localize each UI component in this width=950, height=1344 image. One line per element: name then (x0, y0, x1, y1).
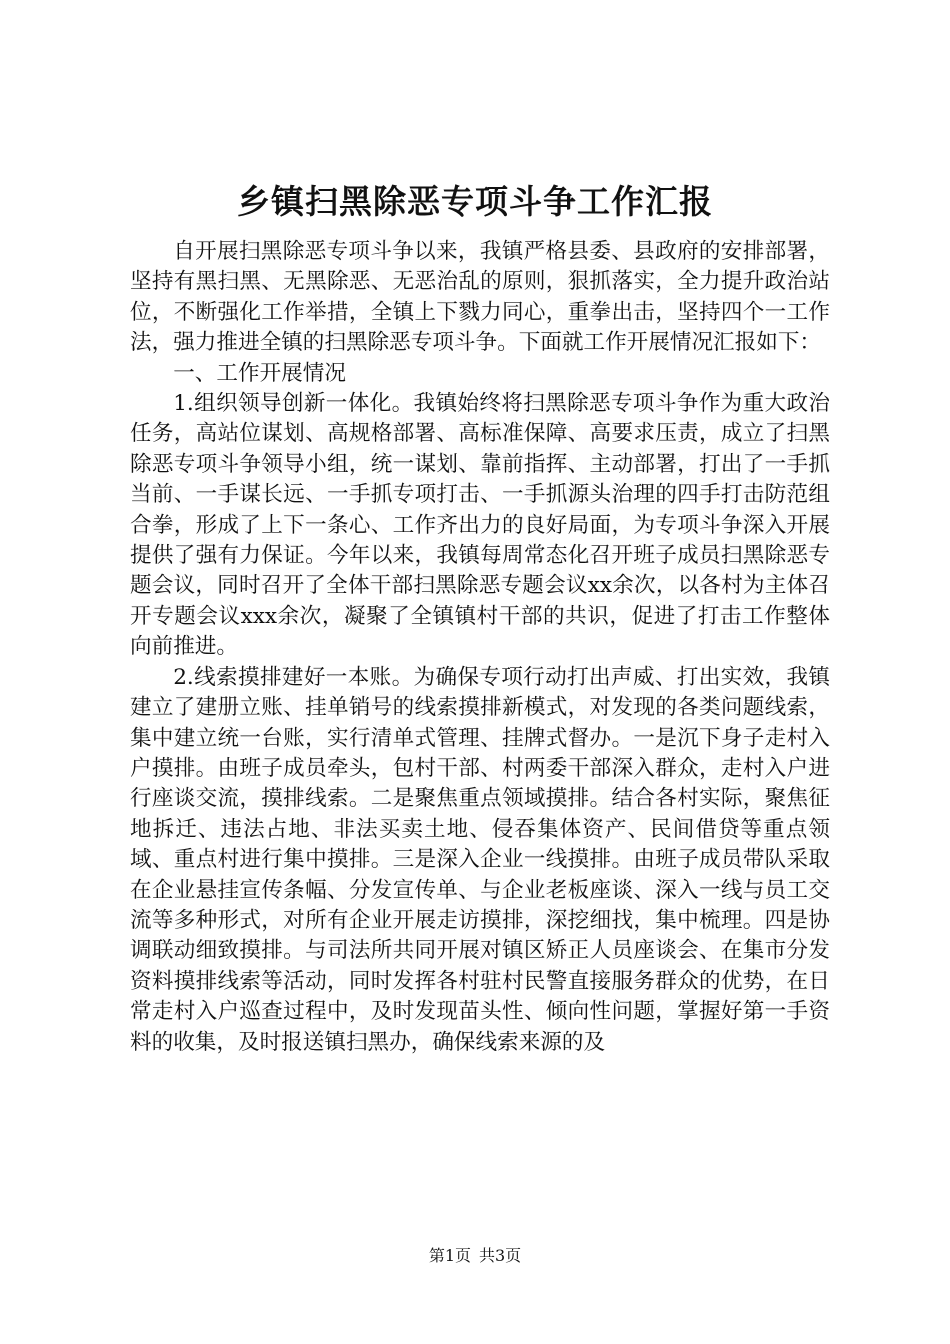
document-body (130, 237, 830, 1058)
page-total: 共3页 (479, 1246, 522, 1265)
body-paragraph: 1.组织领导创新一体化。我镇始终将扫黑除恶专项斗争作为重大政治任务，高站位谋划、高规格部署、高标准保障、高要求压责，成立了扫黑除恶专项斗争领导小组，统一谋划、靠前指挥、主动部署，打出了一手抓当前、一手谋长远、一手抓专项打击、一手抓源头治理的四手打击防范组合拳，形成了上下一条心、工作齐出力的良好局面，为专项斗争深入开展提供了强有力保证。今年以来，我镇每周常态化召开班子成员扫黑除恶专题会议，同时召开了全体干部扫黑除恶专题会议xx余次，以各村为主体召开专题会议xxx余次，凝聚了全镇镇村干部的共识，促进了打击工作整体向前推进。 (130, 391, 830, 660)
document-title: 乡镇扫黑除恶专项斗争工作汇报 (237, 182, 713, 221)
page-footer (0, 1245, 950, 1267)
intro-paragraph: 自开展扫黑除恶专项斗争以来，我镇严格县委、县政府的安排部署，坚持有黑扫黑、无黑除恶、无恶治乱的原则，狠抓落实，全力提升政治站位，不断强化工作举措，全镇上下戮力同心，重拳出击，坚持四个一工作法，强力推进全镇的扫黑除恶专项斗争。下面就工作开展情况汇报如下： (130, 239, 830, 356)
section-heading: 一、工作开展情况 (173, 360, 346, 386)
body-paragraph: 2.线索摸排建好一本账。为确保专项行动打出声威、打出实效，我镇建立了建册立账、挂单销号的线索摸排新模式，对发现的各类问题线索，集中建立统一台账，实行清单式管理、挂牌式督办。一是沉下身子走村入户摸排。由班子成员牵头，包村干部、村两委干部深入群众，走村入户进行座谈交流，摸排线索。二是聚焦重点领域摸排。结合各村实际，聚焦征地拆迁、违法占地、非法买卖土地、侵吞集体资产、民间借贷等重点领域、重点村进行集中摸排。三是深入企业一线摸排。由班子成员带队采取在企业悬挂宣传条幅、分发宣传单、与企业老板座谈、深入一线与员工交流等多种形式，对所有企业开展走访摸排，深挖细找，集中梳理。四是协调联动细致摸排。与司法所共同开展对镇区矫正人员座谈会、在集市分发资料摸排线索等活动，同时发挥各村驻村民警直接服务群众的优势，在日常走村入户巡查过程中，及时发现苗头性、倾向性问题，掌握好第一手资料的收集，及时报送镇扫黑办，确保线索来源的及 (130, 664, 830, 1055)
page-number: 第1页 (428, 1246, 471, 1265)
